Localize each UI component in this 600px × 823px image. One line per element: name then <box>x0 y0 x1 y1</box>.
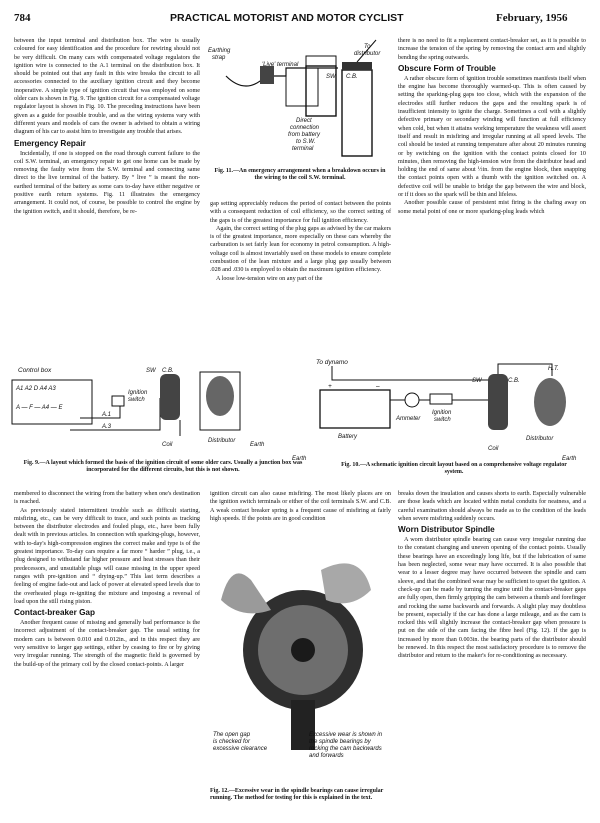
figure-11-diagram <box>206 36 392 176</box>
fig9-label-control-box: Control box <box>18 367 52 374</box>
fig11-label-live-terminal: 'Live' terminal <box>262 62 299 68</box>
fig10-label-cb: C.B. <box>508 378 520 384</box>
paragraph: As previously stated intermittent trouble such as difficult starting, misfiring, etc., can be very difficult to trace, and such points as tracking between the distributor electrodes and fouled plugs, etc., have been fully dealt with in previous articles. In connection with sparking-plugs, however, with to-day's high-compression engines the correct make and type is of the greatest importance. To-day cars require a far more “ harder ” plug, i.e., a plug designed to withstand far higher pressure and heat stresses than their predecessors, and unsuitable plugs will cause missing in the upper speed ranges with pre-ignition and “ drying-up.” This last term describes a feeling of engine fade-out and lack of power at elevated speed levels due to the overheated plugs re-igniting the mixture and imposing a reversal of load upon the still rising piston. <box>14 507 200 605</box>
fig11-label-direct <box>288 118 322 152</box>
coil-cap <box>306 56 336 66</box>
paragraph: membered to disconnect the wiring from the battery when one's destination is reached. <box>14 491 200 506</box>
label-line: and forwards <box>309 753 344 759</box>
fig10-battery <box>320 390 390 428</box>
label-line: the spindle bearings by <box>309 739 371 745</box>
fig10-label-earth2: Earth <box>562 456 577 462</box>
label-line: connection <box>290 125 320 131</box>
fig11-label-cb: C.B. <box>346 74 358 80</box>
page-number: 784 <box>14 12 31 24</box>
fig10-caption: Fig. 10.—A schematic ignition circuit layout based on a comprehensive voltage regulator system. <box>341 462 567 476</box>
fig10-label-ht: H.T. <box>548 366 559 372</box>
paragraph: A rather obscure form of ignition trouble sometimes manifests itself when the engine has become thoroughly warmed-up. This is often caused by setting the sparking-plug gaps too close, which with the expansion of the electrodes still further reduces the gaps and the resulting spark is of insufficient intensity to ignite the charge. Sometimes a coil with a slightly defective primary or secondary winding will function at full efficiency when cold, but when it attains working temperature the weakness will assert itself and result in misfiring and irregular running at all speed levels. The coil should be tested at running temperature after about 20 minutes running or by switching on the ignition with the contact points closed for 10 minutes, then removing the high-tension wire from the distributor head and holding the end of same about ½in. from the engine block, then snapping the contact points open with a thumb with the ignition switched on. A defective coil will be unable to bridge the gap between the wire and block, or if it does so the spark will be thin and lifeless. <box>398 75 586 199</box>
paragraph: Incidentally, if one is stopped on the road through current failure to the coil S.W. terminal, an emergency repair to get one home can be made by removing the faulty wire from the S.W. terminal and connecting same direct to the live terminal of the battery. By “ live ” is meant the non-earthed terminal of the battery as some cars to-day have either negative or positive earth return systems. Fig. 11 illustrates the emergency arrangement. It could not, of course, be possible to control the engine by the ignition switch, and it should, therefore, be re- <box>14 150 200 215</box>
paragraph: ignition circuit can also cause misfiring. The most likely places are on the ignition switch terminals or either of the coil terminals S.W. and C.B. A weak contact breaker spring is a frequent cause of misfiring at fairly high speeds. If the points are in good condition <box>210 491 391 522</box>
label-line: The open gap <box>213 732 251 738</box>
fig10-ammeter <box>405 393 419 407</box>
paragraph: Another frequent cause of missing and generally bad performance is the incorrect adjustment of the contact-breaker gap. The usual setting for modern cars is between 0.010 and 0.012in., and in this respect they are very sensitive to larger gap settings, either by ceasing to fire or by giving very irregular running. The strength of the magnetic field is governed by the build-up of the primary coil by the closed contact-points. A larger <box>14 620 200 668</box>
paragraph: Another possible cause of persistent mist firing is the chafing away on some metal point of one or more sparking-plug leads which <box>398 200 586 215</box>
fig10-ignition-switch <box>430 394 452 404</box>
fig10-label-ammeter: Ammeter <box>396 416 421 422</box>
fig9-wiring <box>70 398 160 430</box>
earthing-strap-wire <box>226 68 338 86</box>
paragraph: breaks down the insulation and causes shorts to earth. Especially vulnerable are those leads which are located within metal conduits for neatness, and a careful examination should always be made as to the condition of the leads when severe misfiring suddenly occurs. <box>398 491 586 522</box>
issue-date: February, 1956 <box>496 12 568 24</box>
battery-terminal <box>260 66 274 84</box>
fig10-label-plus: + <box>328 383 332 390</box>
fig10-label-minus: – <box>376 383 380 390</box>
label-line: Ignition <box>128 390 148 396</box>
fig10-ht-lead <box>498 364 552 376</box>
fig9-label-a1: A.1 <box>102 412 112 418</box>
fig9-label-terms1: A1 A2 D A4 A3 <box>16 386 56 392</box>
heading-emergency-repair: Emergency Repair <box>14 138 86 148</box>
fig9-label-cb: C.B. <box>162 368 174 374</box>
fig9-label-distributor: Distributor <box>208 438 236 444</box>
fig9-label-earth: Earth <box>250 442 265 448</box>
fig9-coil <box>160 374 180 420</box>
fig10-label-earth1: Earth <box>292 456 307 462</box>
fig9-label-a3: A.3 <box>102 424 112 430</box>
fig11-label-earthing-strap <box>208 48 232 61</box>
ignition-switch-box <box>112 396 124 406</box>
paragraph: A loose low-tension wire on any part of the <box>216 275 323 282</box>
coil-body <box>342 70 372 156</box>
column-1-top <box>14 37 200 362</box>
label-line: switch <box>434 417 451 423</box>
column-1-bottom <box>14 490 200 818</box>
fig11-caption: Fig. 11.—An emergency arrangement when a breakdown occurs in the wiring to the coil S.W. terminal. <box>214 168 386 182</box>
paragraph: there is no need to fit a replacement contact-breaker set, as it is possible to increase the tension of the spring by removing the contact arm and slightly bending the spring outwards. <box>398 38 586 61</box>
label-line: to S.W. <box>296 139 316 145</box>
column-3-bottom <box>398 490 586 818</box>
fig9-label-terms2: A — F — A4 — E <box>16 405 63 411</box>
fig10-dynamo-lead <box>332 366 492 380</box>
fig10-label-battery: Battery <box>338 434 358 440</box>
paragraph: between the input terminal and distribution box. The wire is usually coloured for easy identification and the procedure for rewiring should not be very difficult. On many cars with compensated voltage regulators the ignition wire is connected to the A.1 terminal on the distribution box. It should be pointed out that any fault in this wire breaks the circuit to all accessories connected to the auxiliary ignition circuit and they become inoperative. A simple type of ignition circuit that was employed on some older cars is shown in Fig. 9. The ignition circuit for a compensated voltage regulator layout is shown in Fig. 10. The preceding instructions have been given as a guide for possible trouble, and as the wiring systems vary with different years and models of cars the owner is advised to obtain a wiring diagram of his car to assist him to investigate any trouble that arises. <box>14 38 200 136</box>
label-line: excessive clearance <box>213 746 268 752</box>
magazine-title: PRACTICAL MOTORIST AND MOTOR CYCLIST <box>170 12 404 24</box>
fig10-distributor <box>534 378 566 426</box>
column-3-top <box>398 37 586 362</box>
fig11-label-to-distributor <box>354 44 381 57</box>
fig10-label-to-dynamo: To dynamo <box>316 359 348 366</box>
fig9-label-ignition-switch <box>128 390 149 403</box>
fig10-label-sw: SW <box>472 378 482 384</box>
heading-worn-distributor-spindle: Worn Distributor Spindle <box>398 525 495 535</box>
figure-12-photo <box>211 540 391 765</box>
paragraph: Again, the correct setting of the plug gaps as advised by the car makers is of the greatest importance, more especially on these cars whereby the carburation is set fairly lean for economy in petrol consumption. A high-voltage coil is almost invariably used on these models to ensure complete combustion of the lean mixture and a large plug gap usually between .028 and .030 is employed to obtain the maximum ignition efficiency. <box>210 225 391 274</box>
label-line: distributor <box>354 51 381 57</box>
fig10-label-distributor: Distributor <box>526 436 554 442</box>
label-line: terminal <box>292 146 314 152</box>
label-line: Direct <box>296 118 312 124</box>
label-line: from battery <box>288 132 321 138</box>
column-2-top <box>210 200 391 362</box>
paragraph: A worn distributor spindle bearing can cause very irregular running due to the constant changing and uneven opening of the contact points. Usually these bearings have an exceedingly long life, but if the lubrication of same has been neglected, some wear may have occurred. It is also possible that wear to a lesser degree may have occurred between the spindle and cam sleeve, and that the combined wear may be sufficient to upset the ignition. A check-up can be made by turning the engine until the contact-breaker gaps are fully open, then firmly gripping the cam between a thumb and forefinger and rocking the same backwards and forwards. A slight play may doubtless be present, especially if the car has done a large mileage, and as the cam is rocked this will slightly increase the contact-breaker gap when pressure is put on the side of the cam facing the fibre heel (Fig. 12). If the gap is increased by more than 0.003in. the bearing parts of the distributor should be renewed. In this respect the most satisfactory procedure is to remove the distributor and return to the maker's for re-conditioning as necessary. <box>398 537 586 660</box>
fig9-distributor-body <box>206 376 234 416</box>
heading-contact-breaker-gap: Contact-breaker Gap <box>14 608 95 618</box>
coil-top <box>342 62 372 70</box>
heading-obscure-trouble: Obscure Form of Trouble <box>398 63 496 73</box>
fig10-coil <box>488 374 508 430</box>
label-line: strap <box>212 55 226 61</box>
fig12-caption: Fig. 12.—Excessive wear in the spindle bearings can cause irregular running. The method for testing for this is explained in the text. <box>210 788 384 802</box>
label-line: is checked for <box>213 739 251 745</box>
figure-9-diagram <box>10 362 310 452</box>
paragraph: gap setting appreciably reduces the period of contact between the points with a consequent reduction of coil efficiency, so the correct setting of the gaps is of the greatest importance for full ignition efficiency. <box>210 201 391 224</box>
fig10-label-coil: Coil <box>488 446 499 452</box>
fig9-caption: Fig. 9.—A layout which formed the basis of the ignition circuit of some older cars. Usually a junction box was incorporated for the different circuits, but this is not shown. <box>23 460 303 474</box>
cam-spindle <box>291 638 315 662</box>
figure-10-diagram <box>292 356 592 466</box>
direct-connection-wire <box>286 68 318 106</box>
fig11-label-sw: SW <box>326 74 336 80</box>
label-line: To <box>364 44 371 50</box>
fig10-label-ignition-switch <box>432 410 453 423</box>
label-line: rocking the cam backwards <box>309 746 382 752</box>
label-line: Ignition <box>432 410 452 416</box>
fig9-label-sw: SW <box>146 368 156 374</box>
label-line: Earthing <box>208 48 231 54</box>
label-line: switch <box>128 397 145 403</box>
fig9-label-coil: Coil <box>162 442 173 448</box>
column-2-bottom <box>210 490 391 534</box>
label-line: Excessive wear is shown in <box>309 732 383 738</box>
